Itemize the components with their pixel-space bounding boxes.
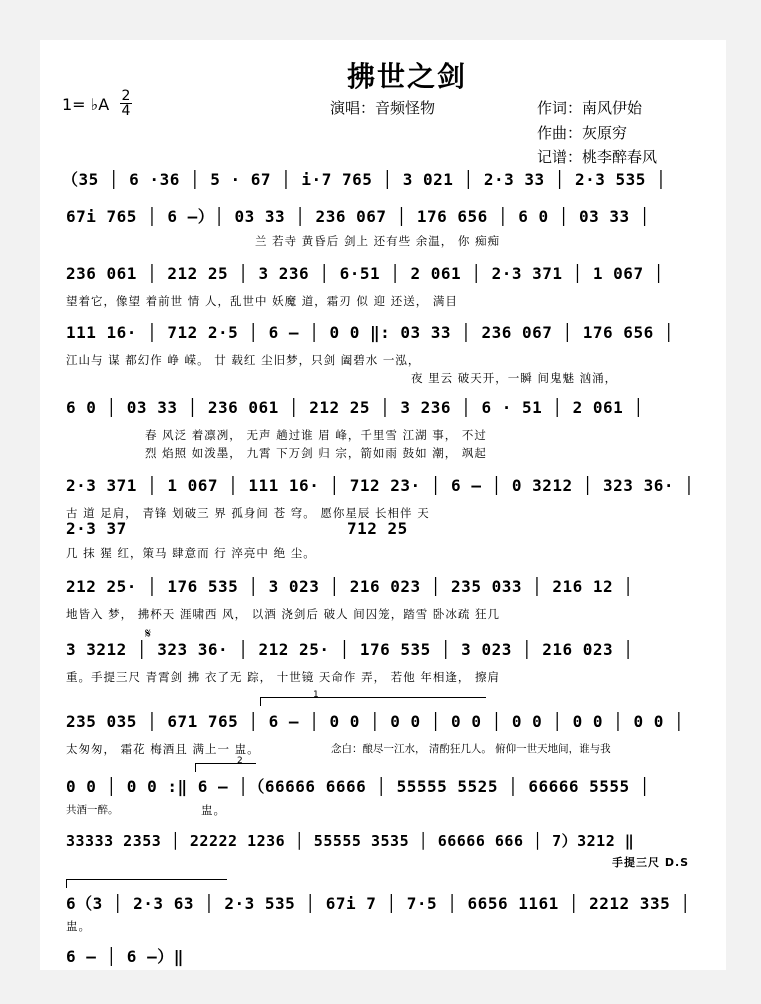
key-signature: 1= ♭A [62,95,110,114]
score-row-2: 67i 765 │ 6 –）│ 03 33 │ 236 067 │ 176 656 │ 6 0 │ 03 33 │ [66,207,650,226]
score-row-11: 33333 2353 │ 22222 1236 │ 55555 3535 │ 66666 666 │ 7）3212 ‖ [66,832,635,850]
time-bottom: 4 [121,103,131,119]
score-row-6-alt2: 712 25 [347,519,408,538]
transcriber: 记谱：桃李醉春风 [537,148,658,166]
score-row-7: 212 25· │ 176 535 │ 3 023 │ 216 023 │ 235 033 │ 216 12 │ [66,577,634,596]
score-row-6: 2·3 371 │ 1 067 │ 111 16· │ 712 23· │ 6 – │ 0 3212 │ 323 36· │ [66,476,695,495]
time-top: 2 [121,88,131,104]
ds-marking: 手提三尺 D.S [612,856,690,869]
lyric-row-6b: 几 抹 猩 红，策马 肆意而 行 淬亮中 绝 尘。 [66,546,316,560]
volta-2-bracket [195,763,256,772]
lyric-row-9: 太匆匆， 霜花 梅酒且 满上一 盅。 [66,742,260,756]
score-row-1: （35 │ 6 ·36 │ 5 · 67 │ i·7 765 │ 3 021 │ 2·3 33 │ 2·3 535 │ [62,170,667,189]
lyric-row-5a: 春 风泛 着凛冽， 无声 趟过谁 眉 峰，千里雪 江湖 事， 不过 [145,428,487,442]
volta-2-number: 2 [237,756,243,766]
composer: 作曲：灰原穷 [537,124,628,142]
score-row-4: 111 16· │ 712 2·5 │ 6 – │ 0 0 ‖: 03 33 │ 236 067 │ 176 656 │ [66,323,674,342]
lyric-row-12: 盅。 [66,919,91,933]
score-row-12: 6（3 │ 2·3 63 │ 2·3 535 │ 67i 7 │ 7·5 │ 6656 1161 │ 2212 335 │ [66,894,691,913]
volta-1-bracket [260,697,486,706]
score-row-5: 6 0 │ 03 33 │ 236 061 │ 212 25 │ 3 236 │ 6 · 51 │ 2 061 │ [66,398,644,417]
score-row-3: 236 061 │ 212 25 │ 3 236 │ 6·51 │ 2 061 │ 2·3 371 │ 1 067 │ [66,264,664,283]
lyric-row-10b: 盅。 [201,803,226,817]
lyric-row-8: 重。手提三尺 青霄剑 拂 衣了无 踪， 十世镜 天命作 弄， 若他 年相逢， 擦肩 [66,670,501,684]
time-signature [120,89,132,118]
segno-icon: 𝄋 [145,626,152,642]
score-row-9: 235 035 │ 671 765 │ 6 – │ 0 0 │ 0 0 │ 0 0 │ 0 0 │ 0 0 │ 0 0 │ [66,712,685,731]
lyric-row-4b: 夜 里云 破天开，一瞬 间鬼魅 汹涌， [411,371,618,385]
singer: 演唱：音频怪物 [330,99,436,117]
lyric-row-4a: 江山与 谋 都幻作 峥 嵘。 廿 载红 尘旧梦，只剑 阖碧水 一泓， [66,353,421,367]
lyric-row-6a: 古 道 足肩， 青锋 划破三 界 孤身间 苍 穹。 愿你星辰 长相伴 天 [66,506,430,520]
song-title: 拂世之剑 [347,60,468,93]
score-row-6-alt: 2·3 37 [66,519,127,538]
score-row-8: 3 3212 │ 323 36· │ 212 25· │ 176 535 │ 3 023 │ 216 023 │ [66,640,634,659]
lyricist: 作词：南风伊始 [537,99,643,117]
lyric-row-3: 望着它，像望 着前世 情 人，乱世中 妖魔 道，霜刃 似 迎 还送， 满目 [66,294,458,308]
lyric-row-5b: 烈 焰照 如泼墨， 九霄 下万剑 归 宗，箭如雨 鼓如 潮， 飒起 [145,446,487,460]
score-row-10: 0 0 │ 0 0 :‖ 6 – │（66666 6666 │ 55555 5525 │ 66666 5555 │ [66,777,650,796]
score-row-13: 6 – │ 6 –）‖ [66,947,184,966]
volta-1-number: 1 [313,690,319,700]
coda-bracket [66,879,227,888]
lyric-row-2: 兰 若寺 黄昏后 剑上 还有些 余温， 你 痴痴 [255,234,501,248]
narration-text: 念白：酿尽一江水， 清酌狂几人。 俯仰一世天地间，谁与我 [331,743,611,755]
lyric-row-7: 地皆入 梦， 拂杯天 涯啸西 风， 以酒 浇剑后 破人 间囚笼，踏雪 卧冰疏 狂几 [66,607,501,621]
lyric-row-10a: 共酒一醉。 [66,804,119,816]
